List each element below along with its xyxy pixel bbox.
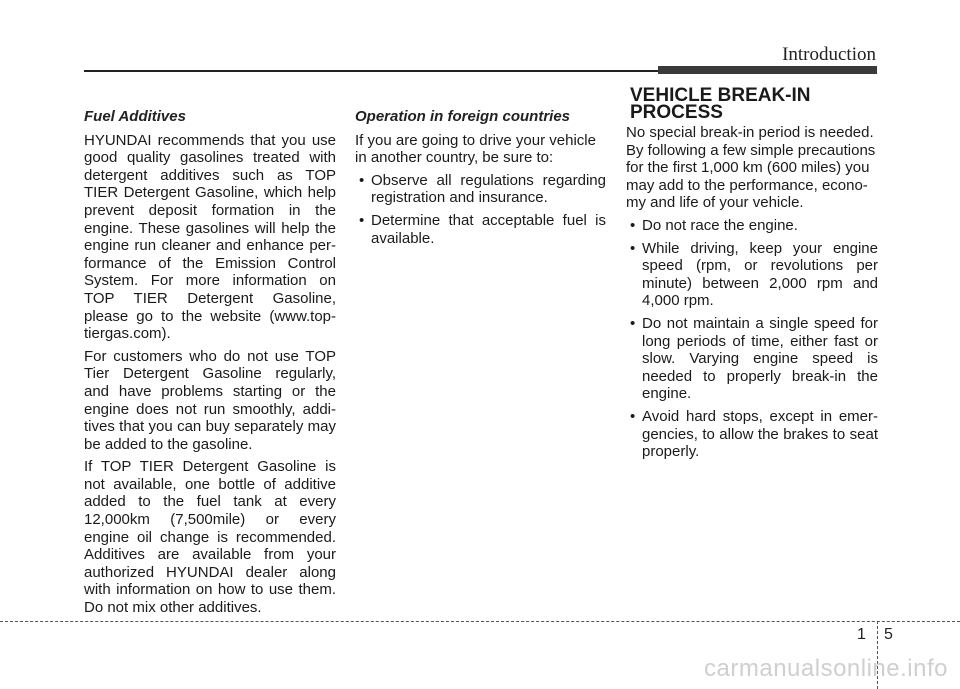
list-item: • Observe all regulations regarding registration and insurance. (355, 172, 606, 207)
list-item: • Avoid hard stops, except in emer-gencies, to allow the brakes to seat properly. (626, 408, 878, 461)
header-accent-bar (658, 66, 877, 74)
list-item: • Do not maintain a single speed for long periods of time, either fast or slow. Varying engine speed is needed to properly break-in the engine. (626, 315, 878, 403)
column-fuel-additives (84, 108, 336, 622)
paragraph: If TOP TIER Detergent Gasoline is not available, one bottle of additive added to the fuel tank at every 12,000km (7,500mile) or every engine oil change is recommended. Additives are available from your authorized HYUNDAI dealer along with information on how to use them. Do not mix other additives. (84, 458, 336, 617)
bullet-list (626, 217, 878, 461)
watermark-text: carmanualsonline.info (704, 655, 948, 682)
header-rule (84, 70, 724, 72)
page-number: 5 (884, 626, 893, 643)
column-break-in (626, 124, 878, 466)
page-header-title: Introduction (782, 44, 876, 65)
section-title-break-in: VEHICLE BREAK-IN PROCESS (630, 85, 811, 123)
list-item: • Determine that acceptable fuel is available. (355, 212, 606, 247)
list-item: • Do not race the engine. (626, 217, 878, 235)
chapter-number: 1 (857, 626, 866, 643)
bullet-list (355, 172, 606, 247)
paragraph: HYUNDAI recommends that you use good quality gasolines treated with detergent additives such as TOP TIER Detergent Gasoline, which help prevent deposit formation in the engine. These gasolines will help the engine run cleaner and enhance per-formance of the Emission Control System. For more information on TOP TIER Detergent Gasoline, please go to the website (www.top-tiergas.com). (84, 131, 336, 343)
paragraph: For customers who do not use TOP Tier Detergent Gasoline regularly, and have problems starting or the engine does not run smoothly, addi-tives that you can buy separately may be added to the gasoline. (84, 347, 336, 453)
paragraph: No special break-in period is needed. By following a few simple precautions for the first 1,000 km (600 miles) you may add to the performance, econo-my and life of your vehicle. (626, 124, 876, 212)
paragraph: If you are going to drive your vehicle in another country, be sure to: (355, 131, 596, 167)
footer-divider (0, 621, 960, 622)
subheading-foreign-operation: Operation in foreign countries (355, 108, 571, 125)
column-foreign-operation (355, 108, 606, 252)
list-item: • While driving, keep your engine speed (rpm, or revolutions per minute) between 2,000 rpm and 4,000 rpm. (626, 240, 878, 310)
subheading-fuel-additives: Fuel Additives (84, 108, 186, 125)
